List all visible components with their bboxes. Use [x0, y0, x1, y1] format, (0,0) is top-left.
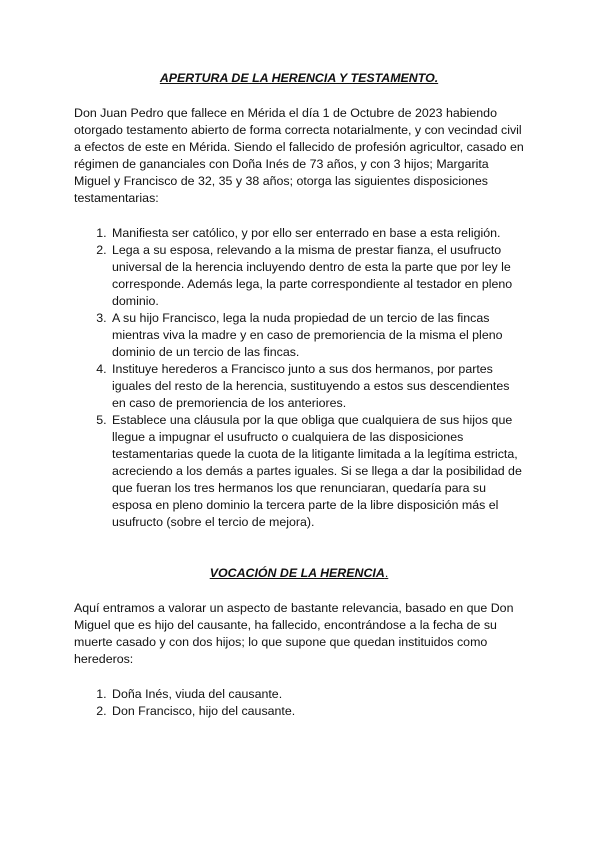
- list-item: 2. Don Francisco, hijo del causante.: [110, 703, 524, 720]
- list-item: 3. A su hijo Francisco, lega la nuda propiedad de un tercio de las fincas mientras viva la madre y en caso de premoriencia de la misma el pleno dominio de un tercio de las fincas.: [110, 310, 524, 361]
- section-heading-text: VOCACIÓN DE LA HERENCIA: [209, 566, 385, 580]
- intro-paragraph: Don Juan Pedro que fallece en Mérida el día 1 de Octubre de 2023 habiendo otorgado testamento abierto de forma correcta notarialmente, y con vecindad civil a efectos de este en Mérida. Siendo el fallecido de profesión agricultor, casado en régimen de gananciales con Doña Inés de 73 años, y con 3 hijos; Margarita Miguel y Francisco de 32, 35 y 38 años; otorga las siguientes disposiciones testamentarias:: [74, 106, 524, 205]
- list-item: 1. Manifiesta ser católico, y por ello ser enterrado en base a esta religión.: [110, 225, 524, 242]
- list-item: 5. Establece una cláusula por la que obliga que cualquiera de sus hijos que llegue a impugnar el usufructo o cualquiera de las disposiciones testamentarias quede la cuota de la litigante limitada a la legítima estricta, acreciendo a los demás a partes iguales. Si se llega a dar la posibilidad de que fueran los tres hermanos los que renunciaran, quedaría para su esposa en pleno dominio la tercera parte de la libre disposición más el usufructo (sobre el tercio de mejora).: [110, 412, 524, 531]
- list-item: 2. Lega a su esposa, relevando a la misma de prestar fianza, el usufructo universal de la herencia incluyendo dentro de esta la parte que por ley le corresponde. Además lega, la parte correspondiente al testador en pleno dominio.: [110, 242, 524, 310]
- section-heading: [74, 565, 524, 582]
- list-item: 1. Doña Inés, viuda del causante.: [110, 686, 524, 703]
- dispositions-list: [74, 225, 524, 531]
- heirs-list: [74, 686, 524, 720]
- document-title: APERTURA DE LA HERENCIA Y TESTAMENTO.: [159, 71, 439, 85]
- list-item: 4. Instituye herederos a Francisco junto a sus dos hermanos, por partes iguales del resto de la herencia, sustituyendo a estos sus descendientes en caso de premoriencia de los anteriores.: [110, 361, 524, 412]
- section-heading-period: .: [384, 566, 389, 580]
- section-paragraph: Aquí entramos a valorar un aspecto de bastante relevancia, basado en que Don Miguel que es hijo del causante, ha fallecido, encontrándose a la fecha de su muerte casado y con dos hijos; lo que supone que quedan instituidos como herederos:: [74, 601, 514, 666]
